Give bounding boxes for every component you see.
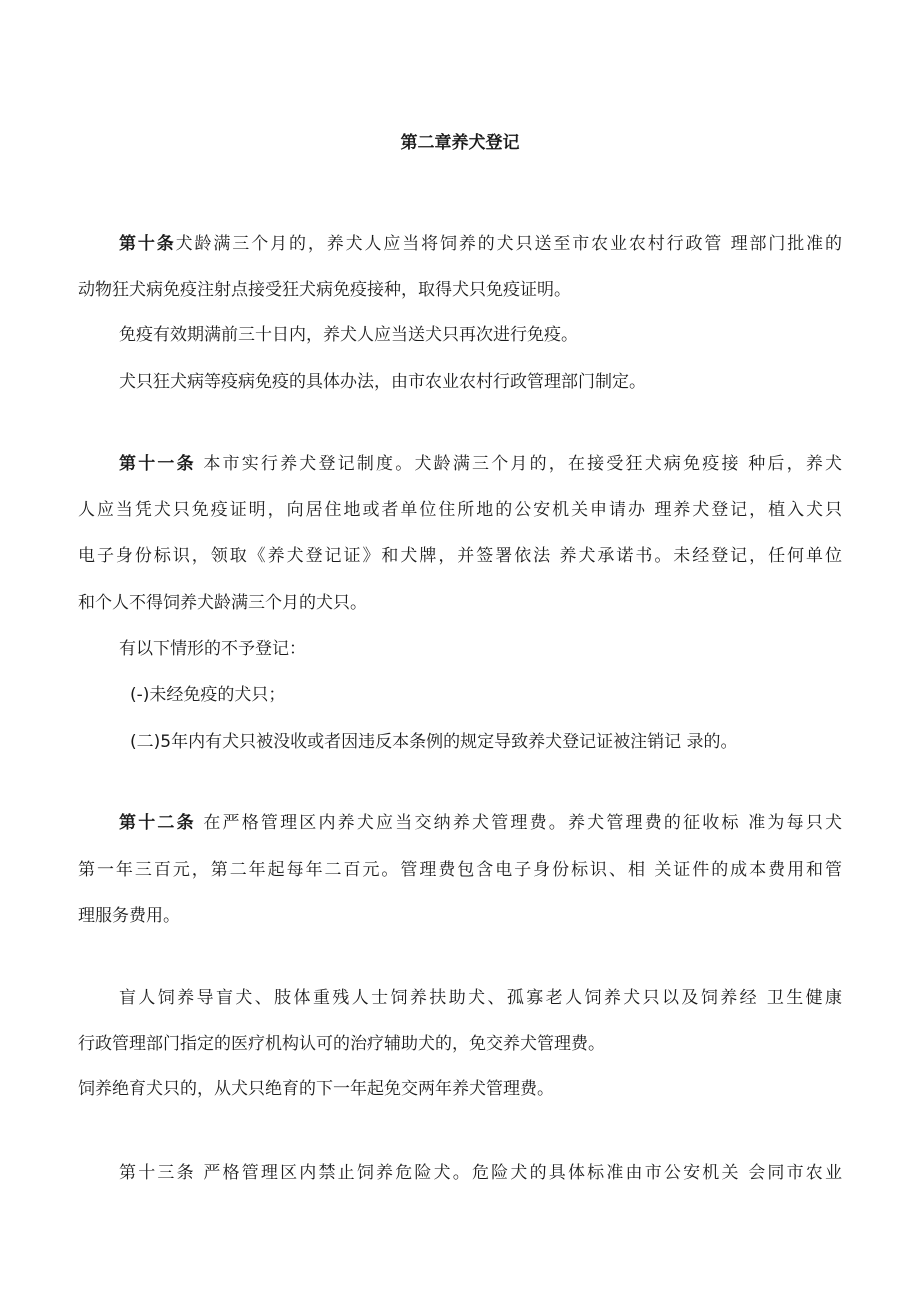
article-12-paragraph-2-line-1: 盲人饲养导盲犬、肢体重残人士饲养扶助犬、孤寡老人饲养犬只以及饲养经 卫生健康 [119, 988, 842, 1008]
article-12-text-1: 在严格管理区内养犬应当交纳养犬管理费。养犬管理费的征收标 准为每只犬 [195, 813, 843, 833]
article-11-line-4: 和个人不得饲养犬龄满三个月的犬只。 [78, 593, 367, 613]
article-10-paragraph-2: 免疫有效期满前三十日内，养犬人应当送犬只再次进行免疫。 [119, 325, 578, 345]
article-12-heading: 第十二条 [119, 813, 196, 833]
article-11-line-1 [119, 451, 842, 477]
article-12-line-2: 第一年三百元，第二年起每年二百元。管理费包含电子身份标识、相 关证件的成本费用和管 [78, 860, 842, 880]
article-10-heading: 第十条 [119, 234, 176, 254]
article-10-line-1 [119, 231, 842, 257]
article-11-line-2: 人应当凭犬只免疫证明，向居住地或者单位住所地的公安机关申请办 理养犬登记，植入犬只 [78, 500, 842, 520]
article-10-line-2: 动物狂犬病免疫注射点接受狂犬病免疫接种，取得犬只免疫证明。 [78, 280, 571, 300]
article-11-line-3: 电子身份标识，领取《养犬登记证》和犬牌，并签署依法 养犬承诺书。未经登记，任何单位 [78, 546, 842, 566]
article-11-heading: 第十一条 [119, 454, 196, 474]
article-11-text-1: 本市实行养犬登记制度。犬龄满三个月的，在接受狂犬病免疫接 种后，养犬 [195, 454, 843, 474]
article-11-paragraph-2: 有以下情形的不予登记： [119, 639, 306, 659]
article-10-paragraph-3: 犬只狂犬病等疫病免疫的具体办法，由市农业农村行政管理部门制定。 [119, 372, 646, 392]
article-12-paragraph-2-line-2: 行政管理部门指定的医疗机构认可的治疗辅助犬的，免交养犬管理费。 [78, 1034, 605, 1054]
article-11-item-2: (二)5年内有犬只被没收或者因违反本条例的规定导致养犬登记证被注销记 录的。 [130, 732, 738, 752]
article-10-text-1: 犬龄满三个月的，养犬人应当将饲养的犬只送至市农业农村行政管 理部门批准的 [175, 234, 843, 254]
article-12-line-1 [119, 810, 842, 836]
chapter-title: 第二章养犬登记 [400, 133, 520, 153]
article-11-item-1: (-)未经免疫的犬只； [130, 685, 286, 705]
article-13-line-1: 第十三条 严格管理区内禁止饲养危险犬。危险犬的具体标准由市公安机关 会同市农业 [119, 1163, 842, 1183]
article-12-paragraph-3: 饲养绝育犬只的，从犬只绝育的下一年起免交两年养犬管理费。 [78, 1079, 554, 1099]
article-12-line-3: 理服务费用。 [78, 906, 180, 926]
